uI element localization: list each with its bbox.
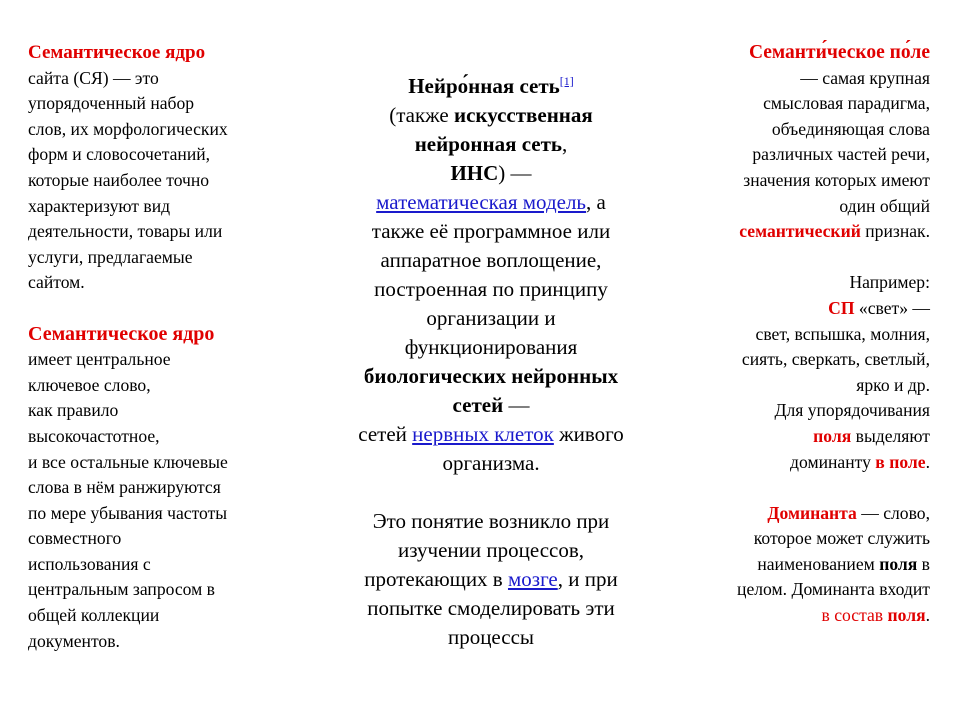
- definition-line: упорядоченный набор: [28, 93, 195, 114]
- field-line: смысловая парадигма,: [763, 93, 930, 114]
- center-column: [335, 72, 647, 652]
- cells-line: сетей нервных клеток живого: [358, 422, 624, 446]
- structure-line: как правило: [28, 400, 119, 421]
- definition-line: форм и словосочетаний,: [28, 144, 211, 165]
- dominant-def-line: которое может служить: [753, 528, 930, 549]
- semantic-core-heading-2: Семантическое ядро: [28, 322, 215, 345]
- sp-line: СП «свет» —: [828, 297, 930, 318]
- structure-line: общей коллекции: [28, 605, 160, 626]
- semantic-core-definition: [28, 40, 276, 296]
- abbr-line: ИНС) —: [450, 161, 532, 185]
- definition-line: слов, их морфологических: [28, 118, 228, 139]
- body-line: также её программное или: [371, 219, 611, 243]
- origin-line: процессы: [447, 625, 535, 649]
- model-line: математическая модель, а: [376, 190, 606, 214]
- structure-line: и все остальные ключевые: [28, 451, 228, 472]
- semantic-core-structure: [28, 322, 276, 655]
- left-column: [28, 40, 276, 654]
- structure-line: центральным запросом в: [28, 579, 215, 600]
- origin-line: Это понятие возникло при: [372, 509, 610, 533]
- body-line: организации и: [426, 306, 556, 330]
- dominant-term: Доминанта: [767, 502, 857, 523]
- definition-line: деятельности, товары или: [28, 221, 223, 242]
- semantic-word: семантический: [739, 221, 861, 242]
- dominant-line: доминанту в поле.: [790, 451, 930, 472]
- sp-abbr: СП: [828, 297, 855, 318]
- structure-line: ключевое слово,: [28, 374, 151, 395]
- example-line: сиять, сверкать, светлый,: [741, 349, 930, 370]
- field-line: один общий: [839, 195, 930, 216]
- origin-line: изучении процессов,: [397, 538, 585, 562]
- dominant-def-line: наименованием поля в: [757, 553, 930, 574]
- field-line: значения которых имеют: [743, 169, 930, 190]
- definition-line: сайтом.: [28, 272, 85, 293]
- neural-network-title: Нейро́нная сеть: [408, 74, 560, 98]
- body-line: функционирования: [404, 335, 578, 359]
- example-line: свет, вспышка, молния,: [755, 323, 930, 344]
- body-line: построенная по принципу: [374, 277, 608, 301]
- structure-line: по мере убывания частоты: [28, 502, 228, 523]
- nerve-cells-link[interactable]: нервных клеток: [412, 422, 554, 446]
- field-line: — самая крупная: [800, 67, 930, 88]
- structure-line: слова в нём ранжируются: [28, 477, 221, 498]
- origin-line: попытке смоделировать эти: [367, 596, 615, 620]
- math-model-link[interactable]: математическая модель: [376, 190, 587, 214]
- example-label: Например:: [849, 272, 930, 293]
- semantic-core-heading: Семантическое ядро: [28, 42, 206, 63]
- structure-line: имеет центральное: [28, 349, 171, 370]
- semantic-field-heading: Семанти́ческое по́ле: [748, 42, 930, 63]
- structure-line: документов.: [28, 630, 120, 651]
- field-line: различных частей речи,: [752, 144, 930, 165]
- field-dominant-line: поля выделяют: [813, 425, 930, 446]
- body-line: аппаратное воплощение,: [380, 248, 602, 272]
- origin-line: протекающих в мозге, и при: [364, 567, 618, 591]
- example-line: Для упорядочивания: [774, 400, 930, 421]
- dominant-def-line: Доминанта — слово,: [767, 502, 930, 523]
- definition-line: сайта (СЯ) — это: [28, 67, 159, 88]
- definition-line: услуги, предлагаемые: [28, 246, 193, 267]
- definition-line: характеризуют вид: [28, 195, 171, 216]
- also-line: (также искусственная: [389, 103, 593, 127]
- right-column: [690, 40, 930, 629]
- bio-line-2: сетей —: [452, 393, 530, 417]
- ann-term-2: нейронная сеть: [414, 132, 563, 156]
- dominant-def-line: целом. Доминанта входит: [737, 579, 930, 600]
- brain-link[interactable]: мозге: [507, 567, 558, 591]
- ins-abbr: ИНС: [450, 161, 499, 185]
- structure-line: совместного: [28, 528, 122, 549]
- example-line: ярко и др.: [856, 374, 930, 395]
- structure-line: высокочастотное,: [28, 425, 160, 446]
- bio-line: биологических нейронных: [363, 364, 619, 388]
- dominant-def-line: в состав поля.: [821, 605, 930, 626]
- reference-link[interactable]: [1]: [559, 74, 574, 88]
- semantic-feature-line: семантический признак.: [739, 221, 930, 242]
- title-line: [335, 72, 647, 101]
- also-line-2: нейронная сеть,: [414, 132, 568, 156]
- field-line: объединяющая слова: [771, 118, 930, 139]
- definition-line: которые наиболее точно: [28, 169, 210, 190]
- organism-line: организма.: [442, 451, 540, 475]
- ann-term: искусственная: [454, 103, 593, 127]
- structure-line: использования с: [28, 553, 151, 574]
